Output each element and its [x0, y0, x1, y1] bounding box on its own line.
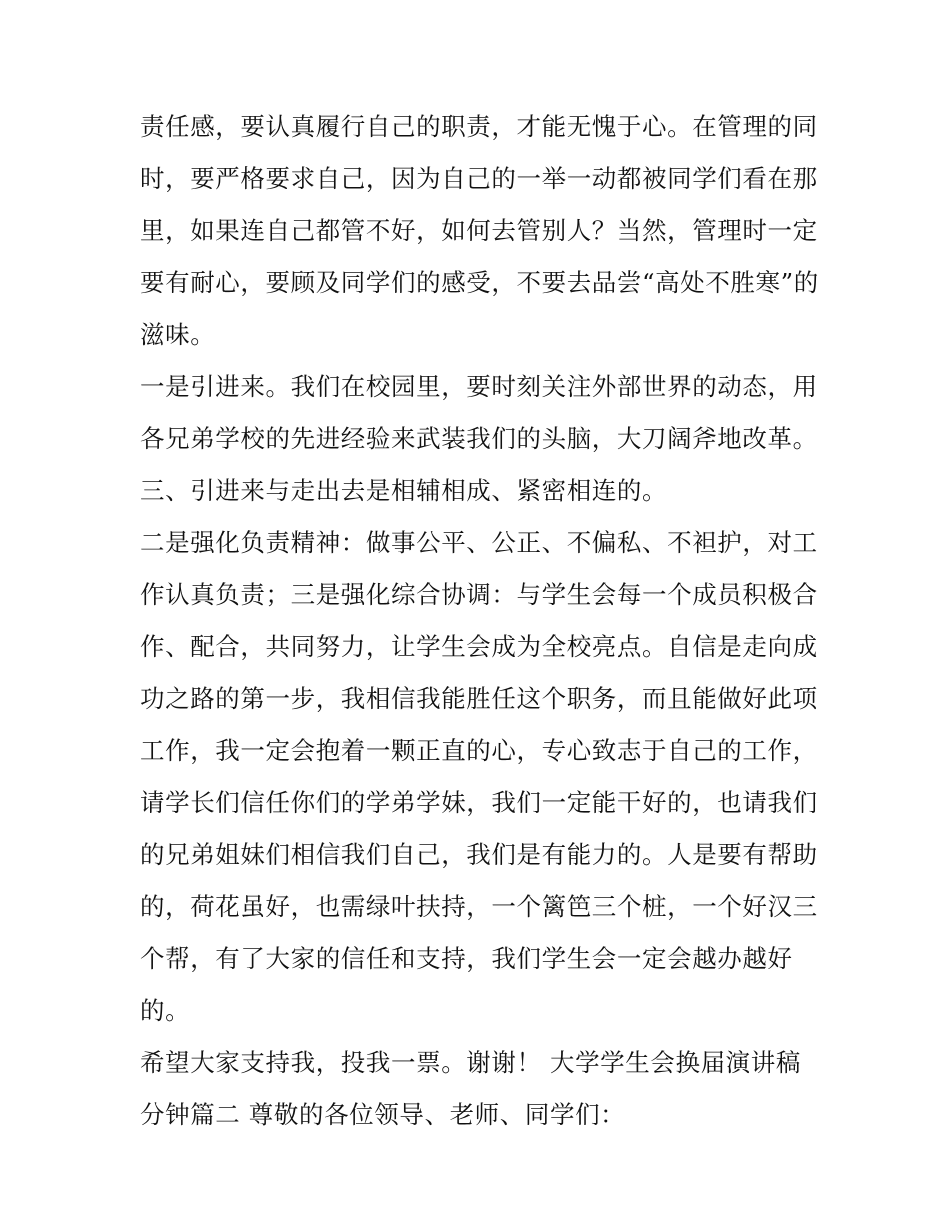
text-line: 各兄弟学校的先进经验来武装我们的头脑，大刀阔斧地改革。 — [140, 424, 818, 453]
text-line: 作认真负责；三是强化综合协调：与学生会每一个成员积极合 — [140, 580, 818, 609]
text-line: 责任感，要认真履行自己的职责，才能无愧于心。在管理的同 — [140, 112, 818, 141]
text-line: 分钟篇二 尊敬的各位领导、老师、同学们： — [140, 1100, 626, 1129]
text-line: 滋味。 — [140, 320, 216, 349]
text-line: 工作，我一定会抱着一颗正直的心，专心致志于自己的工作， — [140, 736, 818, 765]
text-line: 希望大家支持我，投我一票。谢谢！ 大学学生会换届演讲稿 — [140, 1048, 801, 1077]
text-line: 功之路的第一步，我相信我能胜任这个职务，而且能做好此项 — [140, 684, 818, 713]
text-line: 个帮，有了大家的信任和支持，我们学生会一定会越办越好 — [140, 944, 793, 973]
text-line: 二是强化负责精神：做事公平、公正、不偏私、不袒护，对工 — [140, 528, 818, 557]
text-line: 的，荷花虽好，也需绿叶扶持，一个篱笆三个桩，一个好汉三 — [140, 892, 818, 921]
text-line: 里，如果连自己都管不好，如何去管别人？当然，管理时一定 — [140, 216, 818, 245]
text-line: 的。 — [140, 996, 191, 1025]
text-line: 请学长们信任你们的学弟学妹，我们一定能干好的，也请我们 — [140, 788, 818, 817]
text-line: 的兄弟姐妹们相信我们自己，我们是有能力的。人是要有帮助 — [140, 840, 818, 869]
document-body — [140, 101, 820, 1141]
text-line: 时，要严格要求自己，因为自己的一举一动都被同学们看在那 — [140, 164, 818, 193]
text-line: 三、引进来与走出去是相辅相成、紧密相连的。 — [140, 476, 668, 505]
text-line: 一是引进来。我们在校园里，要时刻关注外部世界的动态，用 — [140, 372, 818, 401]
text-line: 要有耐心，要顾及同学们的感受，不要去品尝“高处不胜寒”的 — [140, 268, 819, 297]
text-line: 作、配合，共同努力，让学生会成为全校亮点。自信是走向成 — [140, 632, 818, 661]
